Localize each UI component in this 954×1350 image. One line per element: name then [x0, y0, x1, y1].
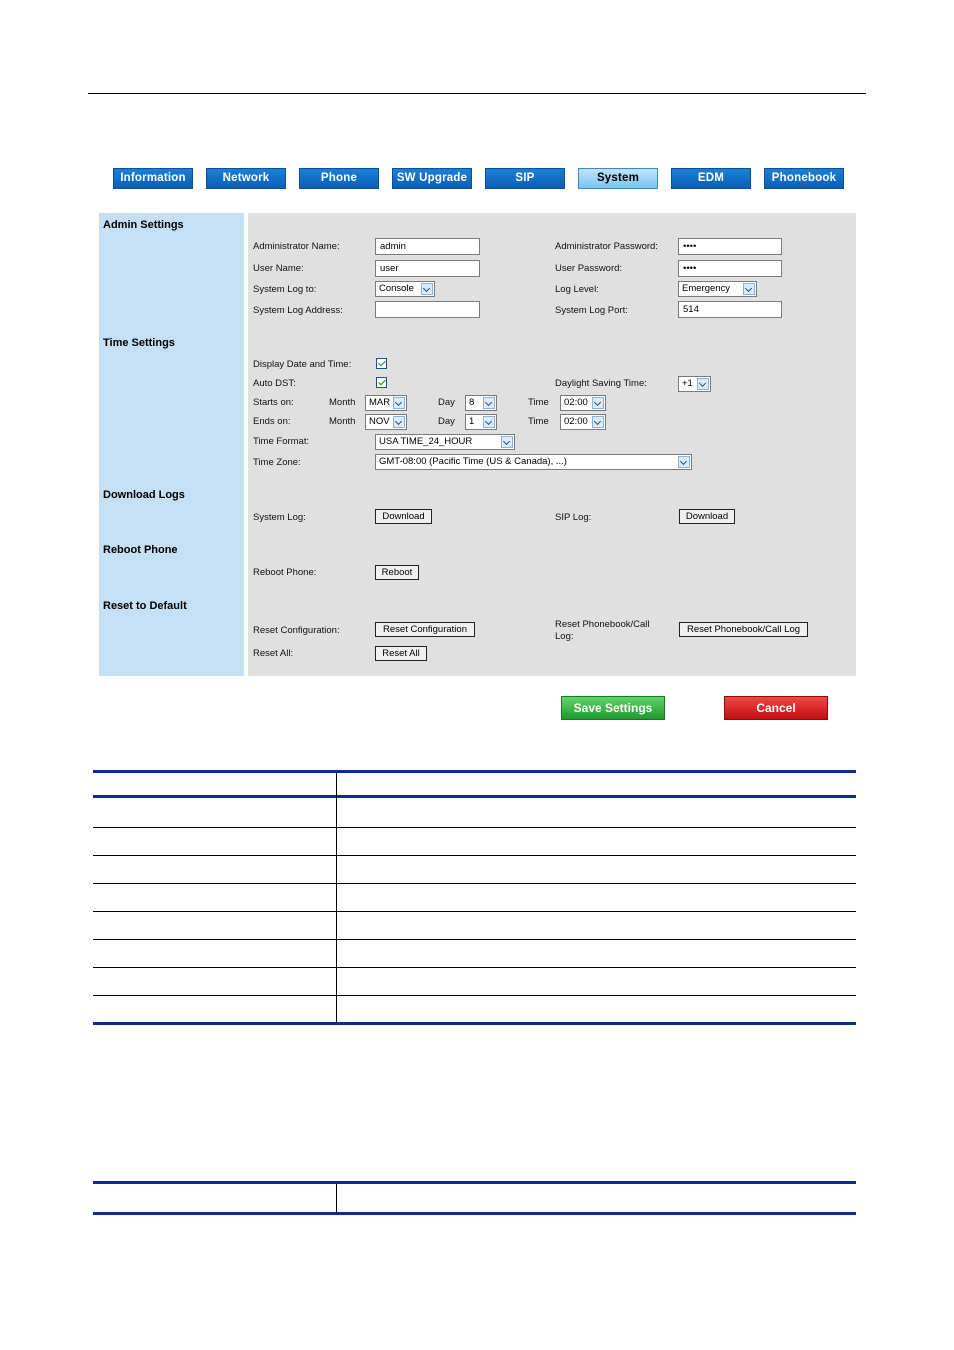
chevron-down-icon	[483, 416, 495, 428]
tab-phonebook[interactable]: Phonebook	[764, 168, 844, 189]
ends-on-label: Ends on:	[253, 416, 291, 427]
table2-bottom-rule	[93, 1212, 856, 1215]
dst-select[interactable]	[678, 376, 711, 392]
save-settings-button[interactable]: Save Settings	[561, 696, 665, 720]
table-row-divider	[93, 939, 856, 940]
end-month-select[interactable]	[365, 414, 407, 430]
tab-sw-upgrade[interactable]: SW Upgrade	[392, 168, 472, 189]
end-time-select[interactable]	[560, 414, 606, 430]
table1-column-divider	[336, 773, 337, 1023]
sip-log-label: SIP Log:	[555, 512, 592, 523]
table1-top-rule	[93, 770, 856, 773]
admin-password-input[interactable]: ••••	[678, 238, 782, 255]
time-format-value: USA TIME_24_HOUR	[379, 436, 473, 447]
user-name-label: User Name:	[253, 263, 304, 274]
chevron-down-icon	[697, 378, 709, 390]
chevron-down-icon	[592, 397, 604, 409]
system-log-label: System Log:	[253, 512, 306, 523]
tab-sip[interactable]: SIP	[485, 168, 565, 189]
user-password-input[interactable]: ••••	[678, 260, 782, 277]
start-day-select[interactable]	[465, 395, 497, 411]
table1-header-rule	[93, 795, 856, 798]
start-time-label: Time	[528, 397, 549, 408]
syslog-port-label: System Log Port:	[555, 305, 628, 316]
end-month-value: NOV	[369, 416, 390, 427]
reset-all-button[interactable]: Reset All	[375, 646, 427, 661]
chevron-down-icon	[421, 283, 433, 295]
time-zone-select[interactable]	[375, 454, 692, 470]
tab-phone[interactable]: Phone	[299, 168, 379, 189]
end-time-value: 02:00	[564, 416, 588, 427]
cancel-button[interactable]: Cancel	[724, 696, 828, 720]
table-row-divider	[93, 827, 856, 828]
reset-config-label: Reset Configuration:	[253, 625, 340, 636]
section-title-reboot: Reboot Phone	[103, 544, 178, 556]
reset-phonebook-button[interactable]: Reset Phonebook/Call Log	[679, 622, 808, 637]
end-time-label: Time	[528, 416, 549, 427]
table1-bottom-rule	[93, 1022, 856, 1025]
table2-column-divider	[336, 1184, 337, 1213]
syslog-to-label: System Log to:	[253, 284, 317, 295]
log-level-label: Log Level:	[555, 284, 599, 295]
syslog-address-input[interactable]	[375, 301, 480, 318]
start-month-label: Month	[329, 397, 356, 408]
log-level-value: Emergency	[682, 283, 731, 294]
dst-value: +1	[682, 378, 693, 389]
auto-dst-checkbox[interactable]	[376, 377, 387, 388]
start-month-value: MAR	[369, 397, 391, 408]
tab-edm[interactable]: EDM	[671, 168, 751, 189]
end-day-label: Day	[438, 416, 455, 427]
starts-on-label: Starts on:	[253, 397, 294, 408]
tab-system[interactable]: System	[578, 168, 658, 189]
start-month-select[interactable]	[365, 395, 407, 411]
chevron-down-icon	[393, 397, 405, 409]
tab-network[interactable]: Network	[206, 168, 286, 189]
chevron-down-icon	[743, 283, 755, 295]
settings-panel	[248, 213, 856, 676]
start-day-value: 8	[469, 397, 475, 408]
download-sip-log-button[interactable]: Download	[679, 509, 735, 524]
time-zone-value: GMT-08:00 (Pacific Time (US & Canada), ...)	[379, 456, 567, 467]
reset-phonebook-label: Reset Phonebook/Call Log:	[555, 619, 650, 642]
page-header-rule	[88, 93, 866, 94]
start-day-label: Day	[438, 397, 455, 408]
table-row-divider	[93, 855, 856, 856]
log-level-select[interactable]	[678, 281, 757, 297]
chevron-down-icon	[678, 456, 690, 468]
display-datetime-checkbox[interactable]	[376, 358, 387, 369]
reboot-phone-label: Reboot Phone:	[253, 567, 317, 578]
end-day-value: 1	[469, 416, 475, 427]
reset-all-label: Reset All:	[253, 648, 294, 659]
start-time-value: 02:00	[564, 397, 588, 408]
section-title-time: Time Settings	[103, 337, 175, 349]
reset-config-button[interactable]: Reset Configuration	[375, 622, 475, 637]
reboot-button[interactable]: Reboot	[375, 565, 419, 580]
end-day-select[interactable]	[465, 414, 497, 430]
chevron-down-icon	[501, 436, 513, 448]
tab-information[interactable]: Information	[113, 168, 193, 189]
download-system-log-button[interactable]: Download	[375, 509, 432, 524]
start-time-select[interactable]	[560, 395, 606, 411]
section-title-admin: Admin Settings	[103, 219, 184, 231]
syslog-to-value: Console	[379, 283, 414, 294]
auto-dst-label: Auto DST:	[253, 378, 296, 389]
section-title-reset: Reset to Default	[103, 600, 187, 612]
time-format-label: Time Format:	[253, 436, 310, 447]
table-row-divider	[93, 911, 856, 912]
chevron-down-icon	[483, 397, 495, 409]
table2-top-rule	[93, 1181, 856, 1184]
user-password-label: User Password:	[555, 263, 623, 274]
time-format-select[interactable]	[375, 434, 515, 450]
chevron-down-icon	[393, 416, 405, 428]
display-datetime-label: Display Date and Time:	[253, 359, 352, 370]
syslog-port-input[interactable]: 514	[678, 301, 782, 318]
syslog-address-label: System Log Address:	[253, 305, 343, 316]
admin-name-input[interactable]: admin	[375, 238, 480, 255]
dst-label: Daylight Saving Time:	[555, 378, 647, 389]
chevron-down-icon	[592, 416, 604, 428]
time-zone-label: Time Zone:	[253, 457, 301, 468]
admin-name-label: Administrator Name:	[253, 241, 340, 252]
table-row-divider	[93, 995, 856, 996]
table-row-divider	[93, 967, 856, 968]
end-month-label: Month	[329, 416, 356, 427]
table-row-divider	[93, 883, 856, 884]
section-title-download: Download Logs	[103, 489, 185, 501]
admin-password-label: Administrator Password:	[555, 241, 658, 252]
syslog-to-select[interactable]	[375, 281, 435, 297]
user-name-input[interactable]: user	[375, 260, 480, 277]
